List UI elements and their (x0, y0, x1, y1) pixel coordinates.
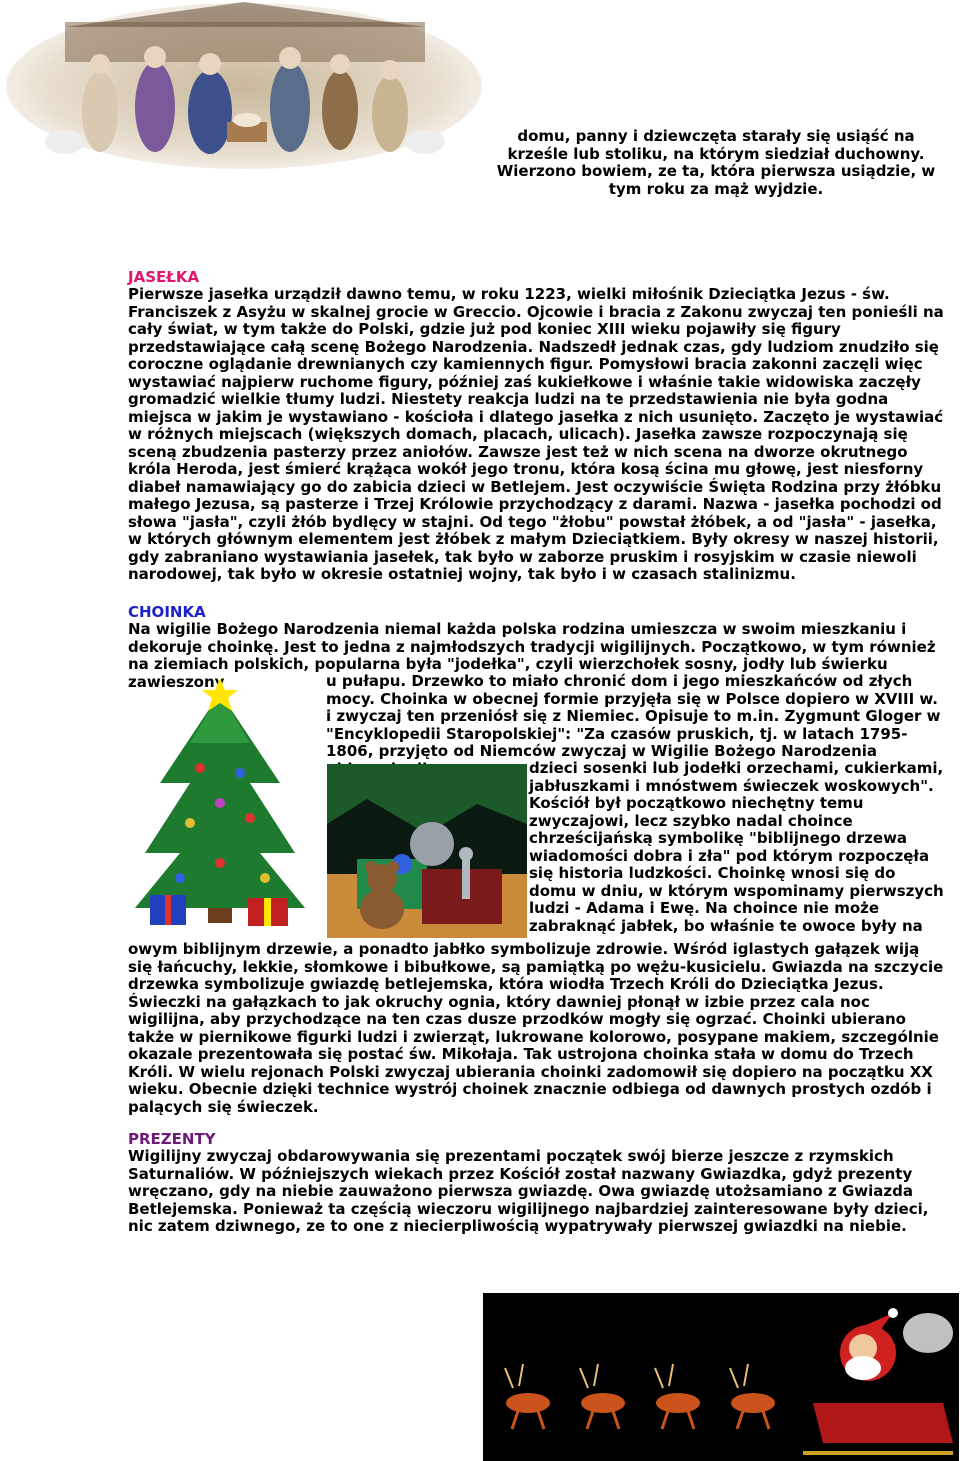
christmas-tree-image (130, 673, 310, 935)
teddy-bear-under-tree-image (327, 764, 527, 938)
section-heading-choinka: CHOINKA (128, 603, 206, 621)
section-text-choinka-right: dzieci sosenki lub jodełki orzechami, cukierkami, jabłuszkami i mnóstwem świeczek woskowych". Kościół był początkowo niechętny temu zwyczajowi, lecz szybko nadal choince chrześcijańską symbolikę "biblijnego drzewa wiadomości dobra i zła" pod którym rozpoczęła się historia ludzkości. Choinkę wnosi się do domu w dniu, w którym wspominamy pierwszych ludzi - Adama i Ewę. Na choince nie może zabraknąć jabłek, bo właśnie te owoce były na (529, 759, 944, 935)
section-text-jaselka: Pierwsze jasełka urządził dawno temu, w roku 1223, wielki miłośnik Dzieciątka Jezus - św. Franciszek z Asyżu w skalnej grocie w Greccio. Ojcowie i bracia z Zakonu zwyczaj ten ponieśli na cały świat, w tym także do Polski, gdzie już pod koniec XIII wieku pojawiły się figury przedstawiające całą scenę Bożego Narodzenia. Nadszedł jednak czas, gdy ludziom znudziło się coroczne oglądanie drewnianych czy kamiennych figur. Pomysłowi bracia zakonni zaczęli więc wystawiać najpierw ruchome figury, później zaś kukiełkowe i właśnie takie widowiska zaczęły gromadzić wielkie tłumy ludzi. Niestety reakcja ludzi na te przedstawienia nie była godna miejsca w jakim je wystawiano - kościoła i dlatego jasełka z nich usunięto. Zaczęto je wystawiać w różnych miejscach (większych domach, placach, ulicach). Jasełka zawsze rozpoczynają się sceną zbudzenia pasterzy przez aniołów. Zawsze jest też w nich scena na dworze okrutnego króla Heroda, jest śmierć krążąca wokół jego tronu, która kosą ścina mu głowę, jest niesforny diabeł namawiający go do zabicia dzieci w Betlejem. Jest oczywiście Święta Rodzina przy żłóbku małego Jezusa, są pasterze i Trzej Królowie przychodzący z darami. Nazwa - jasełka pochodzi od słowa "jasła", czyli żłób bydlęcy w stajni. Od tego "żłobu" powstał żłóbek, a od "jasła" - jasełka, w których głównym elementem jest żłóbek z małym Dzieciątkiem. Były okresy w naszej historii, gdy zabraniano wystawiania jasełek, tak było w zaborze pruskim i rosyjskim w czasie niewoli narodowej, tak było w okresie ostatniej wojny, tak było i w czasach stalinizmu. (128, 285, 944, 583)
section-heading-prezenty: PREZENTY (128, 1130, 216, 1148)
santa-sleigh-reindeer-image (483, 1293, 959, 1461)
nativity-scene-image (5, 2, 483, 170)
section-heading-jaselka: JASEŁKA (128, 268, 200, 286)
intro-paragraph: domu, panny i dziewczęta starały się usiąść na krześle lub stoliku, na którym siedział duchowny. Wierzono bowiem, ze ta, która pierwsza usiądzie, w tym roku za mąż wyjdzie. (496, 127, 936, 198)
section-text-choinka-mid: u pułapu. Drzewko to miało chronić dom i jego mieszkańców od złych mocy. Choinka w obecnej formie przyjęła się w Polsce dopiero w XVIII w. i zwyczaj ten przeniósł się z Niemiec. Opisuje to m.in. Zygmunt Gloger w "Encyklopedii Staropolskiej": "Za czasów pruskich, tj. w latach 1795-1806, przyjęto od Niemców zwyczaj w Wigilie Bożego Narodzenia (326, 672, 941, 760)
section-text-prezenty: Wigilijny zwyczaj obdarowywania się prezentami początek swój bierze jeszcze z rzymskich Saturnaliów. W późniejszych wiekach przez Kościół został nazwany Gwiazdka, gdyż prezenty wręczano, gdy na niebie zauważono pierwsza gwiazdę. Owa gwiazdę utożsamiano z Gwiazda Betlejemska. Ponieważ ta częścią wieczoru wigilijnego najbardziej zainteresowane były dzieci, nic zatem dziwnego, ze to one z niecierpliwością wypatrywały pierwszej gwiazdki na niebie. (128, 1147, 929, 1235)
section-text-choinka-top: Na wigilie Bożego Narodzenia niemal każda polska rodzina umieszcza w swoim mieszkaniu i dekoruje choinkę. Jest to jedna z najmłodszych tradycji wigilijnych. Początkowo, w tym również na ziemiach polskich, popularna była "jodełka", czyli wierzchołek sosny, jodły lub świerku zawieszony (128, 620, 936, 691)
section-text-choinka-bottom: owym biblijnym drzewie, a ponadto jabłko symbolizuje zdrowie. Wśród iglastych gałązek wiją się łańcuchy, lekkie, słomkowe i bibułkowe, są pamiątką po wężu-kusicielu. Gwiazda na szczycie drzewka symbolizuje gwiazdę betlejemska, która wiodła Trzech Króli do Dzieciątka Jezus. Świeczki na gałązkach to jak okruchy ognia, który dawniej płonął w izbie przez cala noc wigilijna, aby przychodzące na ten czas dusze przodków mogły się ogrzać. Choinki ubierano także w piernikowe figurki ludzi i zwierząt, lukrowane kolorowo, posypane makiem, szczególnie okazale prezentowała się postać św. Mikołaja. Tak ustrojona choinka stała w domu do Trzech Króli. W wielu rejonach Polski zwyczaj ubierania choinki zadomowił się dopiero na początku XX wieku. Obecnie dzięki technice wystrój choinek znacznie odbiega od dawnych prostych ozdób i palących się świeczek. (128, 940, 944, 1116)
